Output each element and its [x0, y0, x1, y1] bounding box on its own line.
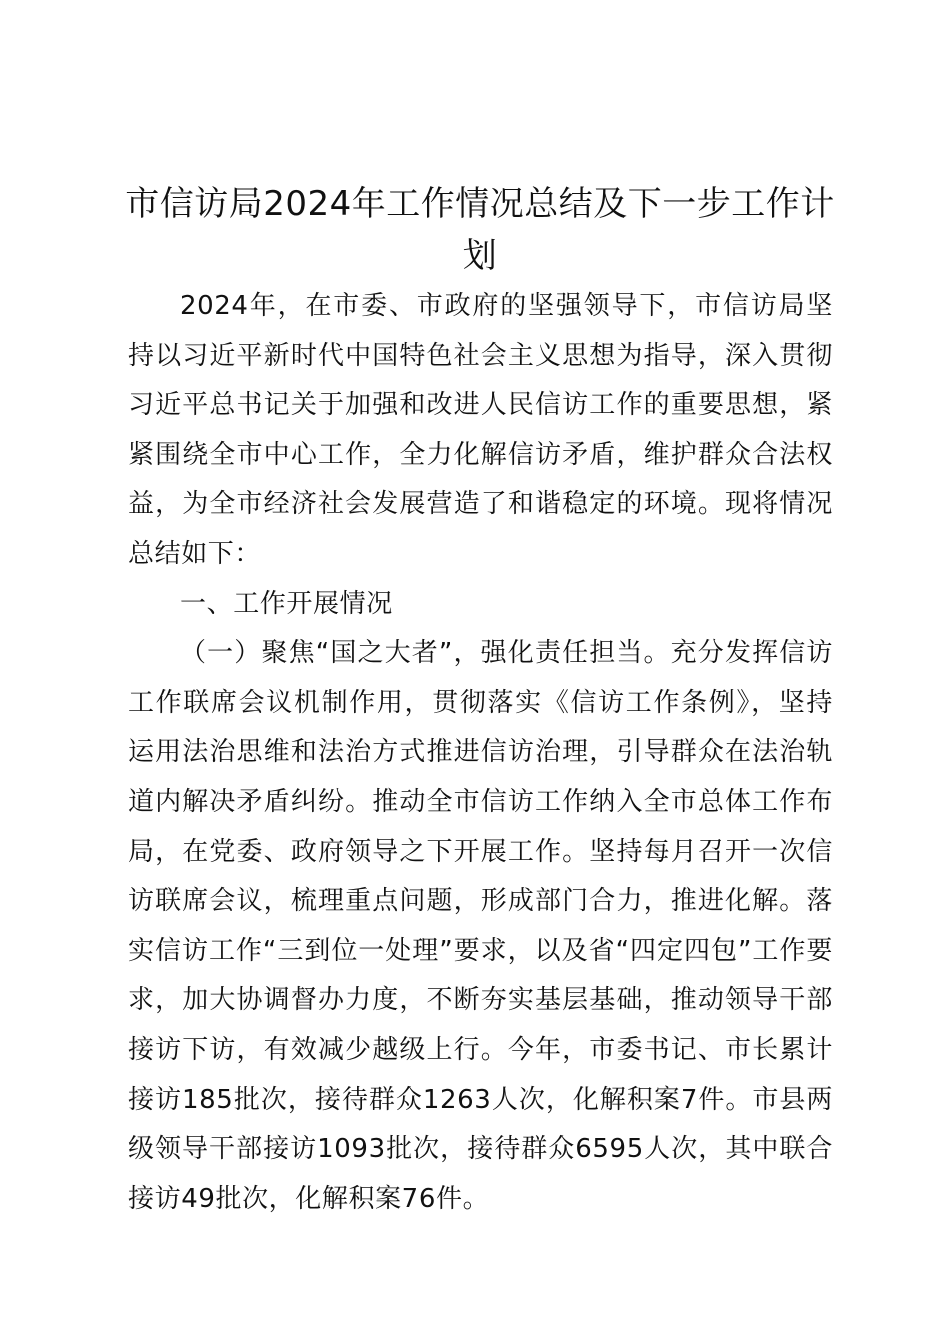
intro-paragraph: 2024年，在市委、市政府的坚强领导下，市信访局坚持以习近平新时代中国特色社会主义思想为指导，深入贯彻习近平总书记关于加强和改进人民信访工作的重要思想，紧紧围绕全市中心工作，全力化解信访矛盾，维护群众合法权益，为全市经济社会发展营造了和谐稳定的环境。现将情况总结如下： — [128, 291, 833, 569]
document-body — [128, 282, 833, 1224]
section-heading: 一、工作开展情况 — [180, 588, 393, 619]
document-title: 市信访局2024年工作情况总结及下一步工作计划 — [125, 184, 835, 276]
section-paragraph: （一）聚焦“国之大者”，强化责任担当。充分发挥信访工作联席会议机制作用，贯彻落实《信访工作条例》，坚持运用法治思维和法治方式推进信访治理，引导群众在法治轨道内解决矛盾纠纷。推动全市信访工作纳入全市总体工作布局，在党委、政府领导之下开展工作。坚持每月召开一次信访联席会议，梳理重点问题，形成部门合力，推进化解。落实信访工作“三到位一处理”要求，以及省“四定四包”工作要求，加大协调督办力度，不断夯实基层基础，推动领导干部接访下访，有效减少越级上行。今年，市委书记、市长累计接访185批次，接待群众1263人次，化解积案7件。市县两级领导干部接访1093批次，接待群众6595人次，其中联合接访49批次，化解积案76件。 — [128, 638, 833, 1214]
